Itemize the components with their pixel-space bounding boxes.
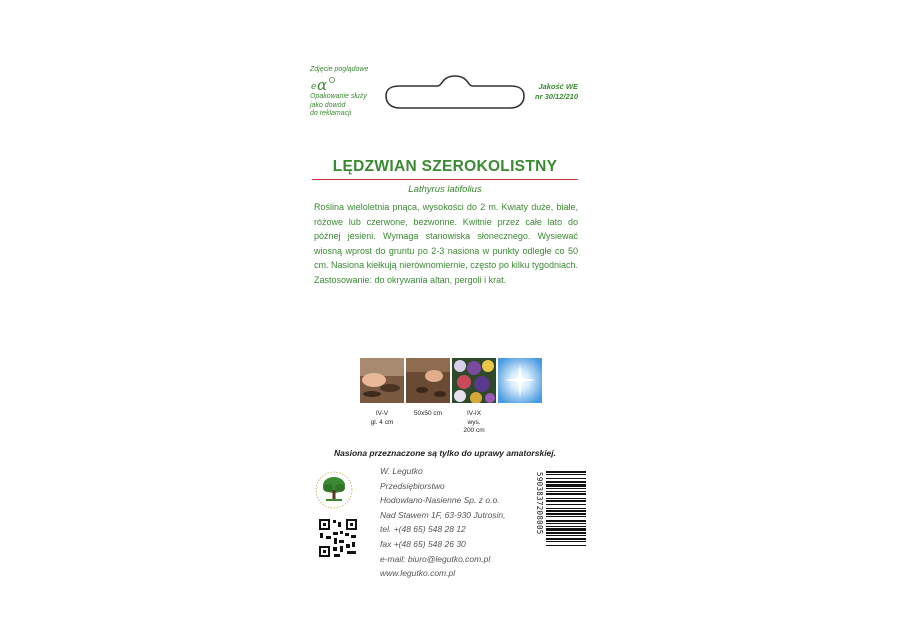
company-address <box>380 464 550 581</box>
address-line: W. Legutko <box>380 466 423 476</box>
barcode-bar <box>546 526 586 527</box>
caption-line: gl. 4 cm <box>370 418 394 426</box>
barcode-bar <box>546 541 586 542</box>
photo-note: Zdjęcie poglądowe <box>310 66 369 73</box>
sowing-photo-icon <box>360 358 404 403</box>
qr-code-icon <box>318 518 358 558</box>
spacing-photo-icon <box>406 358 450 403</box>
address-line: fax +(48 65) 548 26 30 <box>380 538 466 549</box>
address-line: Przedsiębiorstwo <box>380 480 445 491</box>
barcode-bar <box>546 488 586 489</box>
barcode-icon <box>546 470 586 578</box>
barcode-bar <box>546 474 586 475</box>
barcode-bar <box>546 484 586 487</box>
caption-line: 50x50 cm <box>413 410 443 417</box>
barcode-bar <box>546 532 586 534</box>
barcode-bar <box>546 513 586 515</box>
caption-line: IV-IX <box>466 410 482 417</box>
sun-icon <box>498 358 542 403</box>
packaging-note-line: jako dowód <box>310 101 346 109</box>
packaging-note-line: do reklamacji <box>310 110 352 117</box>
packaging-note <box>310 93 367 119</box>
flowering-caption <box>452 410 496 436</box>
barcode-bar <box>546 504 586 505</box>
caption-line: wys. <box>467 418 481 426</box>
address-line: e-mail: biuro@legutko.com.pl <box>380 553 491 564</box>
barcode-bar <box>546 471 586 473</box>
svg-text:e: e <box>311 82 317 92</box>
quality-line: nr 30/12/210 <box>535 92 578 101</box>
caption-line: 200 cm <box>463 427 485 434</box>
amateur-use-notice: Nasiona przeznaczone są tylko do uprawy amatorskiej. <box>333 448 557 458</box>
address-line: tel. +(48 65) 548 28 12 <box>380 524 466 535</box>
address-line: Nad Stawem 1F, 63-930 Jutrosin, <box>380 509 506 520</box>
address-line: www.legutko.com.pl <box>380 568 456 579</box>
barcode-bar <box>546 510 586 512</box>
barcode-bar <box>546 478 586 479</box>
barcode-bar <box>546 523 586 524</box>
hanger-hole-icon <box>380 68 530 114</box>
barcode-bar <box>546 481 586 483</box>
address-line: Hodowlano-Nasienne Sp. z o.o. <box>380 495 500 506</box>
spacing-caption <box>406 410 450 419</box>
barcode-bar <box>546 508 586 509</box>
barcode-bar <box>546 491 586 492</box>
title-divider <box>312 179 578 180</box>
barcode-digits: 5903837208005 <box>535 472 544 535</box>
barcode-bar <box>546 538 586 540</box>
sowing-caption <box>360 410 404 427</box>
flowers-photo-icon <box>452 358 496 403</box>
svg-text:α: α <box>317 76 328 92</box>
company-logo-icon <box>314 468 354 512</box>
alpha-e-mark-icon <box>310 76 336 92</box>
barcode-bar <box>546 528 586 531</box>
barcode-bar <box>546 520 586 522</box>
caption-line: IV-V <box>375 410 389 417</box>
barcode-bar <box>546 498 586 499</box>
quality-note <box>535 82 578 102</box>
quality-line: Jakość WE <box>538 82 578 91</box>
barcode-bar <box>546 493 586 495</box>
seed-packet-back <box>300 60 590 590</box>
packaging-note-line: Opakowanie służy <box>310 93 367 100</box>
product-title: LĘDZWIAN SZEROKOLISTNY <box>332 158 558 175</box>
product-description: Roślina wieloletnia pnąca, wysokości do 2 m. Kwiaty duże, białe, różowe lub czerwone, bezwonne. Kwitnie przez całe lato do późnej jesieni. Wymaga stanowiska słonecznego. Wysiewać wiosną wprost do gruntu po 2-3 nasiona w punkty odległe co 50 cm. Nasiona kiełkują nierównomiernie, często po kilku tygodniach. Zastosowanie: do okrywania altan, pergoli i krat. <box>314 202 578 285</box>
barcode-bar <box>546 500 586 502</box>
barcode-bar <box>546 516 586 517</box>
barcode-bar <box>546 535 586 536</box>
latin-name: Lathyrus latifolius <box>408 184 482 195</box>
barcode-bar <box>546 545 586 546</box>
